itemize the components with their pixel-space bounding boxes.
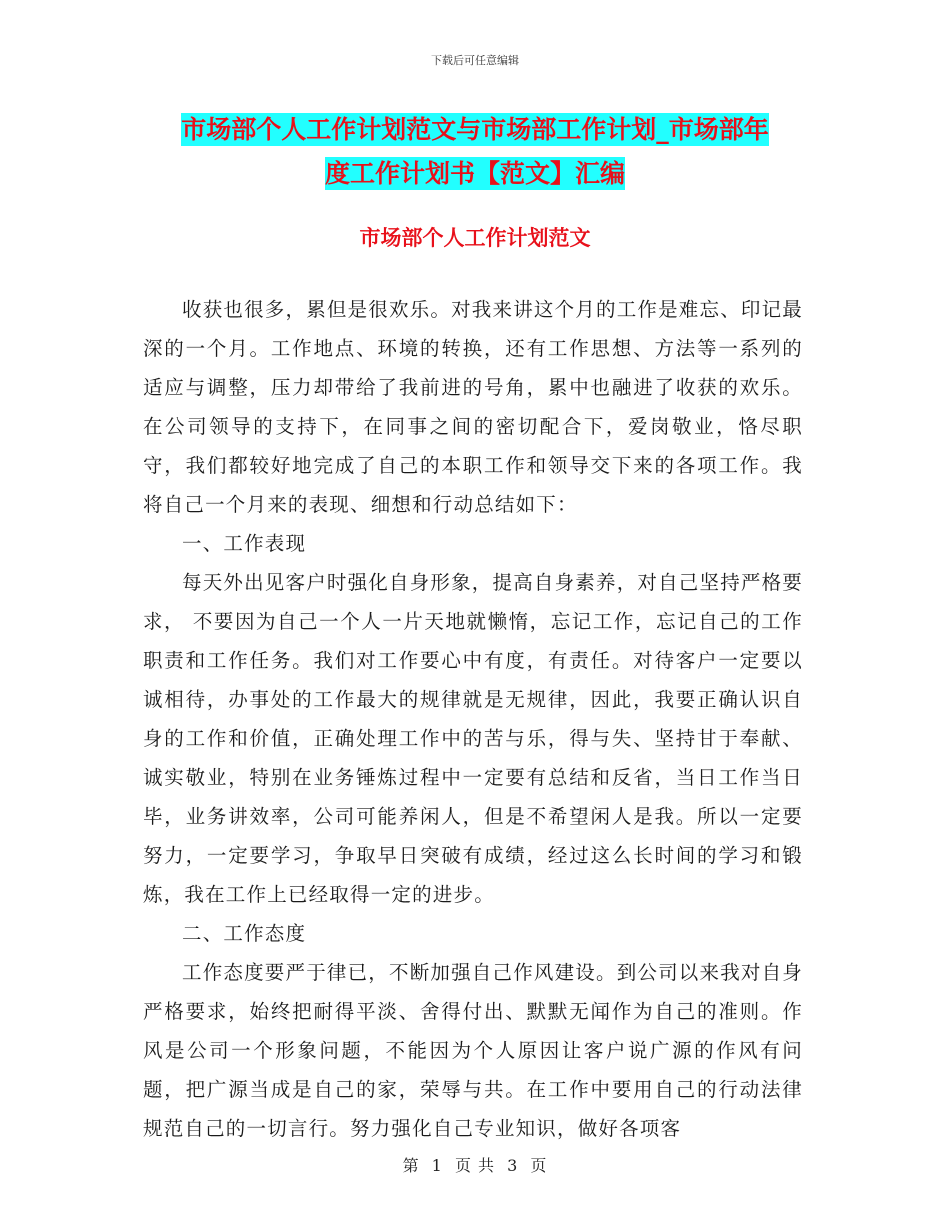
paragraph: 收获也很多，累但是很欢乐。对我来讲这个月的工作是难忘、印记最深的一个月。工作地点、环境的转换，还有工作思想、方法等一系列的适应与调整，压力却带给了我前进的号角，累中也融进了收获的欢乐。在公司领导的支持下，在同事之间的密切配合下，爱岗敬业，恪尽职守，我们都较好地完成了自己的本职工作和领导交下来的各项工作。我将自己一个月来的表现、细想和行动总结如下： <box>143 298 804 516</box>
subheading-work-attitude: 二、工作态度 <box>182 922 307 945</box>
subheading-work-performance: 一、工作表现 <box>182 532 307 555</box>
footer-page-number: 1 <box>431 1156 443 1175</box>
paragraph: 工作态度要严于律已，不断加强自己作风建设。到公司以来我对自身严格要求，始终把耐得平淡、舍得付出、默默无闻作为自己的准则。作风是公司一个形象问题，不能因为个人原因让客户说广源的作风有问题，把广源当成是自己的家，荣辱与共。在工作中要用自己的行动法律规范自己的一切言行。努力强化自己专业知识，做好各项客 <box>143 961 804 1140</box>
body-text <box>143 290 803 1148</box>
footer-middle: 页 共 <box>454 1156 496 1175</box>
footer-prefix: 第 <box>402 1156 420 1175</box>
header-note: 下载后可任意编辑 <box>431 54 519 67</box>
document-title <box>0 108 950 196</box>
page-footer <box>0 1153 950 1176</box>
title-line-2: 度工作计划书【范文】汇编 <box>324 159 625 188</box>
section-title: 市场部个人工作计划范文 <box>359 226 591 250</box>
footer-suffix: 页 <box>530 1156 548 1175</box>
title-line-1: 市场部个人工作计划范文与市场部工作计划_市场部年 <box>181 115 769 144</box>
paragraph: 每天外出见客户时强化自身形象，提高自身素养，对自己坚持严格要求， 不要因为自己一个人一片天地就懒惰，忘记工作，忘记自己的工作职责和工作任务。我们对工作要心中有度，有责任。对待客户一定要以诚相待，办事处的工作最大的规律就是无规律，因此，我要正确认识自身的工作和价值，正确处理工作中的苦与乐，得与失、坚持甘于奉献、诚实敬业，特别在业务锤炼过程中一定要有总结和反省，当日工作当日毕，业务讲效率，公司可能养闲人，但是不希望闲人是我。所以一定要努力，一定要学习，争取早日突破有成绩，经过这么长时间的学习和锻炼，我在工作上已经取得一定的进步。 <box>143 571 804 906</box>
footer-total-pages: 3 <box>507 1156 519 1175</box>
